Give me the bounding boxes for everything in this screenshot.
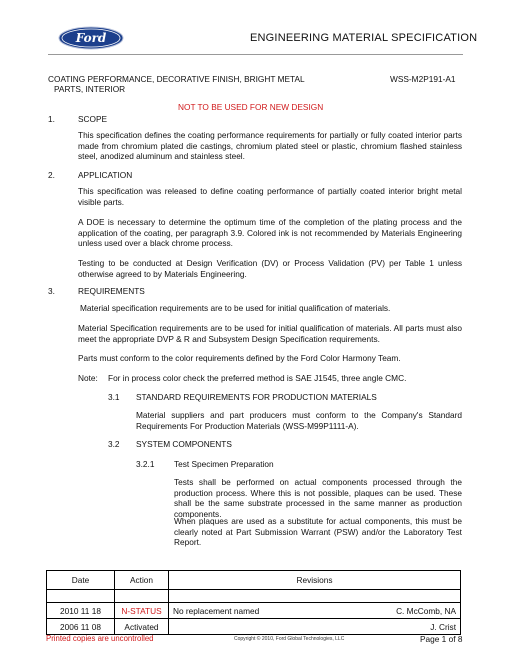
not-for-new-design-notice: NOT TO BE USED FOR NEW DESIGN — [178, 102, 324, 112]
test-specimen-paragraph-1: Tests shall be performed on actual components processed through the production process. Where this is not possible, plaques can be used. These shall be the same substrate processed in the same manner as production components. — [174, 477, 462, 519]
section-number: 2. — [48, 170, 55, 180]
subsection-heading-test-specimen: Test Specimen Preparation — [174, 459, 274, 469]
revision-description: No replacement named — [173, 605, 260, 616]
document-type: ENGINEERING MATERIAL SPECIFICATION — [250, 32, 478, 44]
table-row — [47, 619, 461, 635]
revision-cell — [169, 619, 461, 635]
table-spacer-row — [47, 590, 461, 603]
requirements-paragraph-1: Material specification requirements are to be used for initial qualification of materials. — [80, 303, 391, 313]
section-number: 3. — [48, 286, 55, 296]
section-number: 1. — [48, 114, 55, 124]
footer-uncontrolled-notice: Printed copies are uncontrolled — [46, 634, 154, 643]
spec-title-line1: COATING PERFORMANCE, DECORATIVE FINISH, BRIGHT METAL — [48, 74, 305, 84]
subsection-number: 3.1 — [108, 392, 120, 402]
spec-number: WSS-M2P191-A1 — [390, 74, 456, 84]
table-row — [47, 603, 461, 619]
standard-requirements-text: Material suppliers and part producers must conform to the Company's Standard Requirements For Production Materials (WSS-M99P1111-A). — [136, 410, 462, 431]
revision-author: C. McComb, NA — [396, 605, 456, 616]
application-paragraph-1: This specification was released to define coating performance of partially coated interior bright metal visible parts. — [78, 186, 462, 207]
section-heading-application: APPLICATION — [78, 170, 133, 180]
test-specimen-paragraph-2: When plaques are used as a substitute for actual components, this must be clearly noted at Part Submission Warrant (PSW) and/or the Laboratory Test Report. — [174, 516, 462, 548]
subsection-heading-standard-requirements: STANDARD REQUIREMENTS FOR PRODUCTION MATERIALS — [136, 392, 377, 402]
section-heading-scope: SCOPE — [78, 114, 108, 124]
subsection-number: 3.2 — [108, 439, 120, 449]
column-header-date: Date — [47, 571, 115, 590]
revisions-header-row — [47, 571, 461, 590]
revisions-table — [46, 570, 461, 635]
requirements-paragraph-3: Parts must conform to the color requirements defined by the Ford Color Harmony Team. — [78, 353, 401, 363]
revision-date: 2010 11 18 — [47, 603, 115, 619]
subsection-number: 3.2.1 — [136, 459, 155, 469]
logo-text: Ford — [75, 31, 107, 45]
footer-copyright: Copyright © 2010, Ford Global Technologies, LLC — [234, 636, 345, 642]
revision-author: J. Crist — [430, 621, 456, 632]
subsection-heading-system-components: SYSTEM COMPONENTS — [136, 439, 232, 449]
column-header-action: Action — [115, 571, 169, 590]
revision-action: N-STATUS — [115, 603, 169, 619]
footer-page-number: Page 1 of 8 — [420, 634, 463, 644]
note-text: For in process color check the preferred method is SAE J1545, three angle CMC. — [108, 373, 407, 383]
column-header-revisions: Revisions — [169, 571, 461, 590]
application-paragraph-3: Testing to be conducted at Design Verification (DV) or Process Validation (PV) per Table 1 unless otherwise agreed to by Materials Engineering. — [78, 258, 462, 279]
revision-date: 2006 11 08 — [47, 619, 115, 635]
spec-title-line2: PARTS, INTERIOR — [54, 84, 126, 94]
application-paragraph-2: A DOE is necessary to determine the optimum time of the completion of the plating process and the application of the coating, per paragraph 3.9. Colored ink is not recommended by Materials Engineering unless used over a black chrome process. — [78, 217, 462, 249]
revision-cell — [169, 603, 461, 619]
revision-action: Activated — [115, 619, 169, 635]
requirements-paragraph-2: Material Specification requirements are to be used for initial qualification of materials. All parts must also meet the appropriate DVP & R and Subsystem Design Specification requirements. — [78, 323, 462, 344]
note-label: Note: — [78, 373, 98, 383]
ford-logo — [58, 26, 124, 55]
section-heading-requirements: REQUIREMENTS — [78, 286, 145, 296]
header-rule — [48, 54, 463, 55]
scope-text: This specification defines the coating performance requirements for partially or fully coated interior parts made from chromium plated die castings, chromium plated steel or plastic, chromium flashed stainless steel, anodized aluminum and stainless steel. — [78, 130, 462, 162]
